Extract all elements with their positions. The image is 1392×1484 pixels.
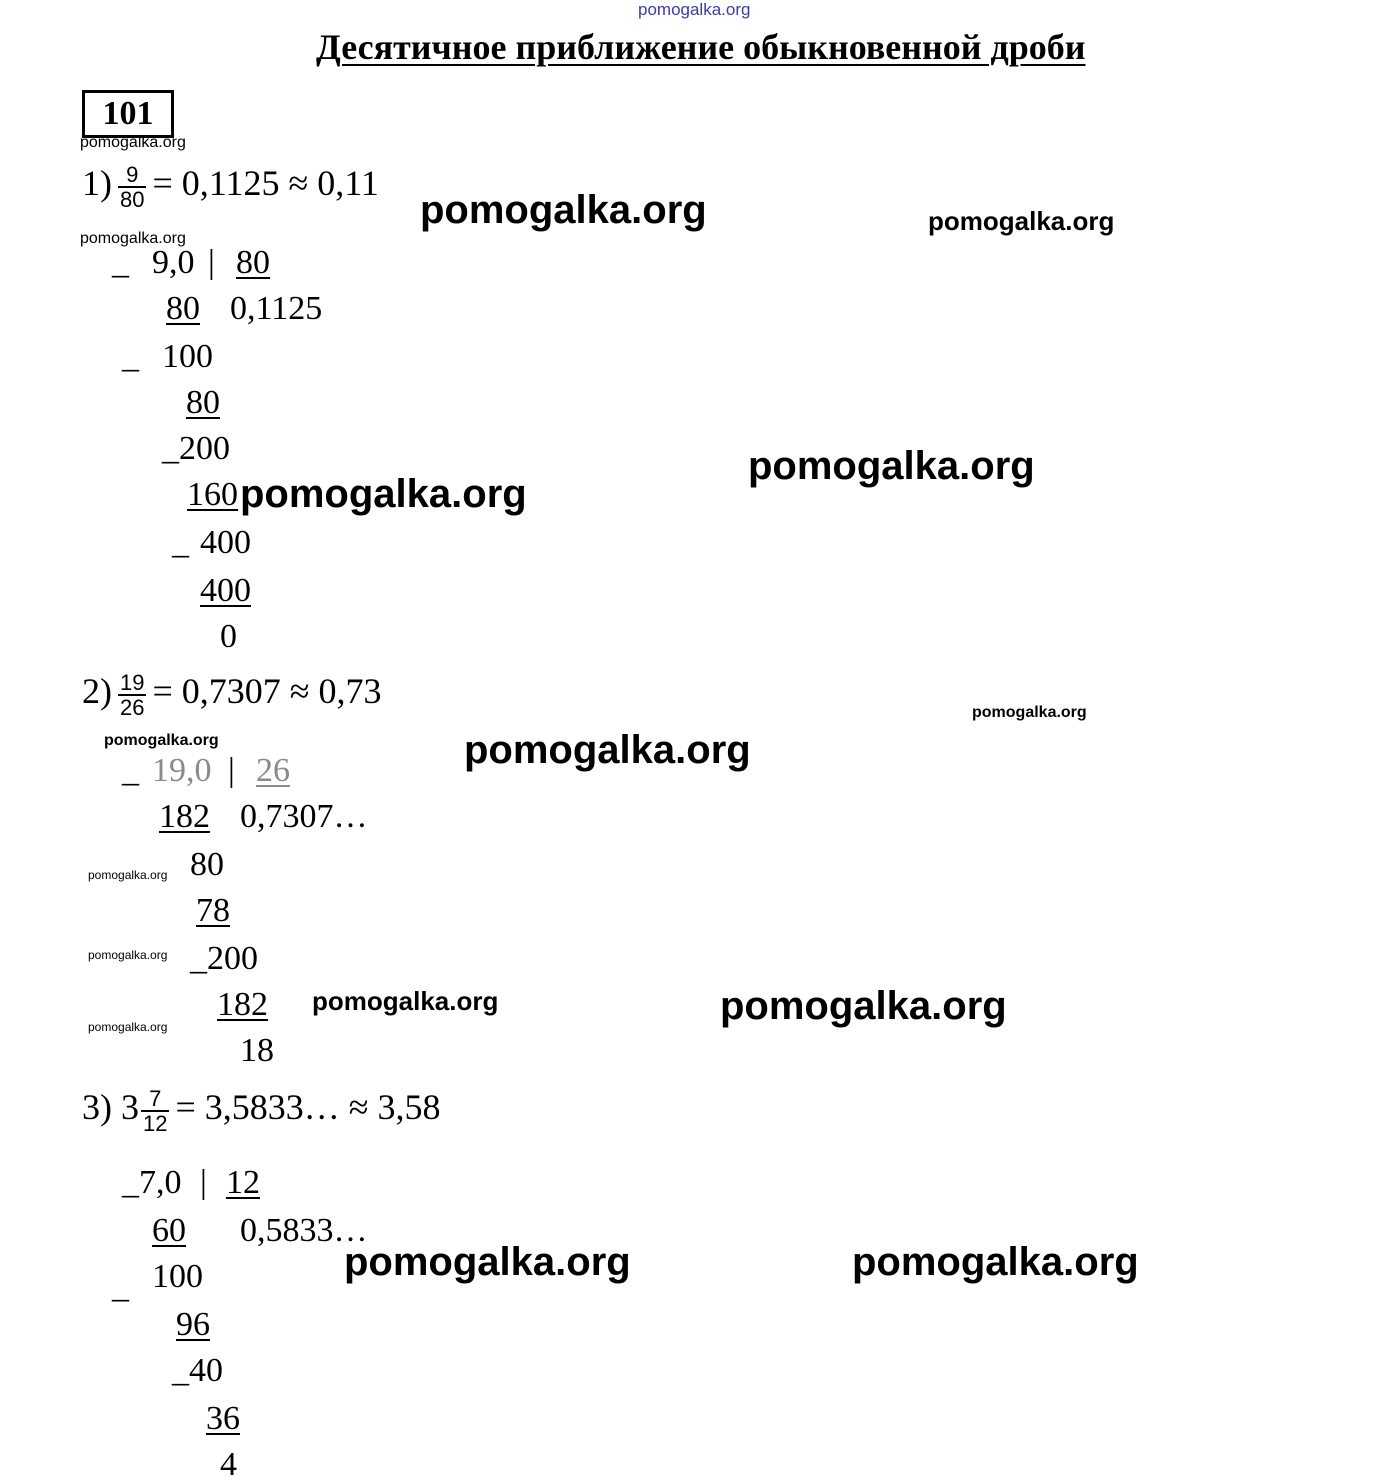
watermark: pomogalka.org: [88, 1020, 168, 1034]
problem-3-equation: [82, 1086, 441, 1135]
p3-div-remainder-2: _40: [172, 1352, 223, 1389]
p2-div-divisor: 26: [256, 752, 290, 789]
p1-div-remainder-3: 400: [200, 524, 251, 561]
p2-div-remainder-1: 80: [190, 846, 224, 883]
p1-div-minus-2: _: [122, 338, 139, 375]
p2-div-remainder-2: _200: [190, 940, 258, 977]
problem-1-result: = 0,1125 ≈ 0,11: [152, 163, 379, 203]
problem-2-fraction: [118, 671, 146, 719]
problem-1-denominator: 80: [120, 186, 145, 212]
p2-div-quotient: 0,7307…: [240, 798, 368, 835]
problem-2-result: = 0,7307 ≈ 0,73: [152, 671, 382, 711]
problem-1-fraction: [118, 163, 146, 211]
problem-3-result: = 3,5833… ≈ 3,58: [175, 1087, 441, 1127]
problem-1-equation: [82, 162, 379, 211]
p3-div-dividend: _7,0: [122, 1164, 182, 1201]
p1-div-dividend: 9,0: [152, 244, 195, 281]
p2-div-minus-1: _: [122, 752, 139, 789]
watermark: pomogalka.org: [852, 1240, 1139, 1284]
problem-1-label: 1): [82, 163, 112, 203]
p2-div-sub-1: 182: [159, 798, 210, 835]
p1-div-bar: |: [208, 244, 215, 281]
watermark: pomogalka.org: [972, 704, 1087, 721]
watermark: pomogalka.org: [928, 206, 1115, 236]
problem-2-denominator: 26: [120, 694, 145, 720]
p1-div-sub-4: 400: [200, 572, 251, 609]
p1-div-remainder-1: 100: [162, 338, 213, 375]
watermark: pomogalka.org: [240, 472, 527, 516]
problem-1-numerator: 9: [118, 163, 146, 188]
watermark: pomogalka.org: [464, 728, 751, 772]
problem-2-label: 2): [82, 671, 112, 711]
exercise-number: 101: [82, 90, 174, 138]
problem-2-numerator: 19: [120, 669, 145, 695]
p1-div-divisor: 80: [236, 244, 270, 281]
p3-div-divisor: 12: [226, 1164, 260, 1201]
watermark: pomogalka.org: [720, 984, 1007, 1028]
problem-3-fraction: [141, 1087, 169, 1135]
watermark: pomogalka.org: [88, 868, 168, 882]
watermark: pomogalka.org: [748, 444, 1035, 488]
problem-3-denominator: 12: [143, 1110, 168, 1136]
p1-div-sub-3: 160: [187, 476, 238, 513]
p2-div-bar: |: [228, 752, 235, 789]
p1-div-minus-4: _: [172, 524, 189, 561]
watermark: pomogalka.org: [80, 134, 186, 151]
watermark: pomogalka.org: [344, 1240, 631, 1284]
p3-div-sub-3: 36: [206, 1400, 240, 1437]
p2-div-final-remainder: 18: [240, 1032, 274, 1069]
watermark: pomogalka.org: [420, 188, 707, 232]
page-title: Десятичное приближение обыкновенной дроби: [316, 27, 1086, 67]
p1-div-sub-1: 80: [166, 290, 200, 327]
p3-div-sub-2: 96: [176, 1306, 210, 1343]
p2-div-sub-3: 182: [217, 986, 268, 1023]
p1-div-remainder-2: _200: [162, 430, 230, 467]
p1-div-sub-2: 80: [186, 384, 220, 421]
p2-div-dividend: 19,0: [152, 752, 212, 789]
p2-div-sub-2: 78: [196, 892, 230, 929]
p3-div-final-remainder: 4: [220, 1446, 237, 1483]
watermark: pomogalka.org: [312, 986, 499, 1016]
p3-div-sub-1: 60: [152, 1212, 186, 1249]
p3-div-minus-2: _: [112, 1268, 129, 1305]
watermark: pomogalka.org: [104, 732, 219, 749]
p1-div-minus-1: _: [112, 244, 129, 281]
problem-3-numerator: 7: [141, 1087, 169, 1112]
p1-div-quotient: 0,1125: [230, 290, 323, 327]
top-watermark[interactable]: pomogalka.org: [638, 0, 751, 19]
watermark: pomogalka.org: [80, 230, 186, 247]
problem-2-equation: [82, 670, 382, 719]
watermark: pomogalka.org: [88, 948, 168, 962]
problem-3-label: 3) 3: [82, 1087, 139, 1127]
p3-div-remainder-1: 100: [152, 1258, 203, 1295]
p3-div-bar: |: [200, 1164, 207, 1201]
p1-div-final-remainder: 0: [220, 618, 237, 655]
p3-div-quotient: 0,5833…: [240, 1212, 368, 1249]
